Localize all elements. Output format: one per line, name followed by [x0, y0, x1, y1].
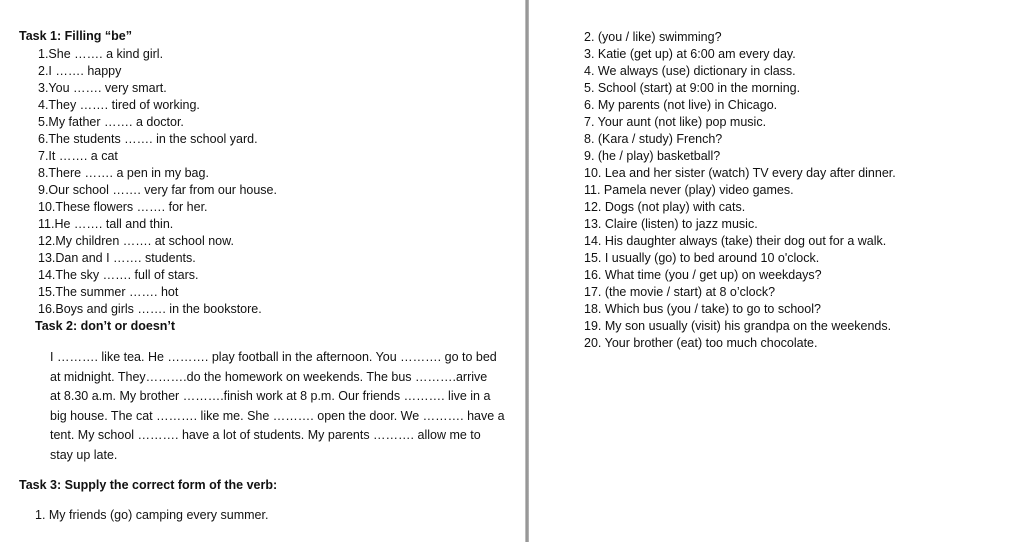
task3-item: 4. We always (use) dictionary in class. — [584, 64, 796, 78]
task3-item: 11. Pamela never (play) video games. — [584, 183, 794, 197]
task1-item: 5.My father ……. a doctor. — [38, 115, 184, 129]
page-divider — [525, 0, 529, 542]
task3-item: 13. Claire (listen) to jazz music. — [584, 217, 758, 231]
task1-item: 13.Dan and I ……. students. — [38, 251, 196, 265]
task3-item: 20. Your brother (eat) too much chocolate. — [584, 336, 818, 350]
task3-item: 7. Your aunt (not like) pop music. — [584, 115, 767, 129]
task1-item: 8.There ……. a pen in my bag. — [38, 166, 209, 180]
task2-line: I ………. like tea. He ………. play football in the afternoon. You ………. go to bed — [50, 350, 497, 364]
task2-line: at 8.30 a.m. My brother ……….finish work at 8 p.m. Our friends ………. live in a — [50, 389, 491, 404]
task3-item: 18. Which bus (you / take) to go to school? — [584, 302, 821, 316]
task1-item: 10.These flowers ……. for her. — [38, 200, 208, 214]
task1-item: 16.Boys and girls ……. in the bookstore. — [38, 302, 262, 316]
task3-first-item: 1. My friends (go) camping every summer. — [35, 508, 269, 522]
task1-item: 1.She ……. a kind girl. — [38, 47, 164, 61]
task3-item: 9. (he / play) basketball? — [584, 149, 721, 163]
task2-paragraph — [50, 348, 505, 466]
task3-item: 2. (you / like) swimming? — [584, 30, 722, 44]
task3-item: 15. I usually (go) to bed around 10 o'clock. — [584, 251, 820, 265]
task1-item: 14.The sky ……. full of stars. — [38, 268, 199, 282]
task3-item: 17. (the movie / start) at 8 o’clock? — [584, 285, 776, 299]
task1-item: 2.I ……. happy — [38, 64, 122, 78]
task1-item: 7.It ……. a cat — [38, 149, 118, 163]
task1-item: 12.My children ……. at school now. — [38, 234, 234, 248]
task3-item: 5. School (start) at 9:00 in the morning. — [584, 81, 801, 95]
task1-item: 3.You ……. very smart. — [38, 81, 167, 95]
task2-line: stay up late. — [50, 447, 118, 462]
task3-item: 12. Dogs (not play) with cats. — [584, 200, 746, 214]
task1-item: 9.Our school ……. very far from our house. — [38, 183, 277, 197]
task3-item: 6. My parents (not live) in Chicago. — [584, 98, 778, 112]
task1-item: 15.The summer ……. hot — [38, 285, 179, 299]
task3-heading: Task 3: Supply the correct form of the verb: — [19, 478, 278, 492]
task2-line: big house. The cat ………. like me. She ………. open the door. We ………. have a — [50, 408, 505, 423]
task1-item: 11.He ……. tall and thin. — [38, 217, 174, 231]
task3-item: 8. (Kara / study) French? — [584, 132, 723, 146]
task2-heading: Task 2: don’t or doesn’t — [35, 319, 176, 333]
right-page — [530, 0, 1024, 542]
task1-item: 6.The students ……. in the school yard. — [38, 132, 258, 146]
task3-item: 10. Lea and her sister (watch) TV every day after dinner. — [584, 166, 896, 180]
task3-list — [584, 29, 896, 352]
task2-line: at midnight. They……….do the homework on weekends. The bus ……….arrive — [50, 369, 488, 384]
task2-line: tent. My school ………. have a lot of students. My parents ………. allow me to — [50, 428, 481, 443]
task1-heading: Task 1: Filling “be” — [19, 29, 132, 43]
task1-item: 4.They ……. tired of working. — [38, 98, 200, 112]
task3-item: 14. His daughter always (take) their dog out for a walk. — [584, 234, 887, 248]
task1-list — [38, 46, 277, 318]
task3-item: 3. Katie (get up) at 6:00 am every day. — [584, 47, 796, 61]
task3-item: 19. My son usually (visit) his grandpa on the weekends. — [584, 319, 892, 333]
task3-item: 16. What time (you / get up) on weekdays? — [584, 268, 822, 282]
